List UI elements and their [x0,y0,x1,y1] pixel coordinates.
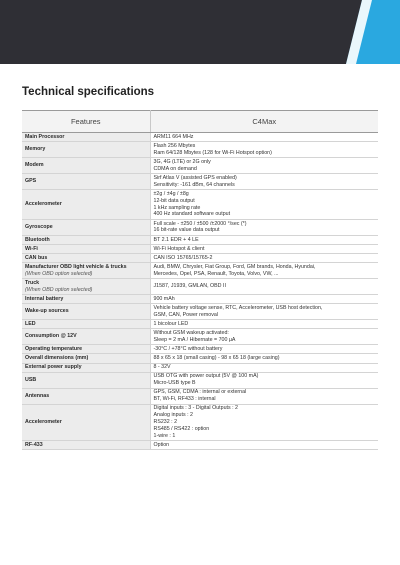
spec-value-cell [150,441,378,450]
spec-row [22,279,378,295]
spec-value-cell [150,219,378,235]
spec-row [22,219,378,235]
spec-value-line: Sensitivity: -161 dBm, 64 channels [153,181,235,188]
spec-value-cell [150,133,378,142]
header-product: C4Max [150,111,378,133]
spec-row [22,388,378,404]
spec-row [22,372,378,388]
spec-value-cell [150,245,378,254]
spec-value-line: Flash 256 Mbytes [153,142,196,149]
spec-feature-cell [22,372,150,388]
spec-value-cell [150,304,378,320]
spec-feature-cell [22,254,150,263]
spec-feature-label: LED [25,320,36,327]
spec-feature-cell [22,235,150,244]
spec-value-line: Sleep = 2 mA / Hibernate = 700 µA [153,336,236,343]
spec-feature-label: Accelerometer [25,419,62,426]
spec-value-line: Full scale - ±250 / ±500 /±2000 °/sec (*) [153,220,247,227]
spec-value-cell [150,295,378,304]
header-features: Features [22,111,150,133]
spec-feature-cell [22,388,150,404]
spec-row [22,235,378,244]
spec-feature-cell [22,245,150,254]
spec-feature-label: CAN bus [25,254,48,261]
spec-row [22,404,378,441]
spec-row [22,320,378,329]
spec-value-line: RS485 / RS422 : option [153,425,210,432]
spec-row [22,295,378,304]
spec-feature-cell [22,363,150,372]
spec-row [22,363,378,372]
spec-feature-label: Manufacturer OBD light vehicle & trucks [25,263,127,270]
spec-value-line: -30°C / +78°C without battery [153,345,223,352]
spec-value-line: Sirf Atlas V (assisted GPS enabled) [153,174,237,181]
spec-feature-cell [22,263,150,279]
spec-table-body [22,133,378,450]
spec-value-line: Analog inputs : 2 [153,412,193,419]
spec-value-cell [150,142,378,158]
spec-row [22,441,378,450]
spec-table-header [22,111,378,133]
spec-feature-cell [22,219,150,235]
spec-feature-cell [22,441,150,450]
spec-value-line: J1587, J1939, GMLAN, OBD II [153,283,226,290]
spec-feature-cell [22,190,150,220]
spec-feature-label: Truck [25,279,40,286]
spec-feature-label: RF-433 [25,441,43,448]
spec-value-cell [150,363,378,372]
spec-value-line: GSM, CAN, Power removal [153,311,218,318]
spec-feature-label: Consumption @ 12V [25,333,77,340]
spec-feature-label: Main Processor [25,133,65,140]
spec-value-cell [150,263,378,279]
spec-value-cell [150,404,378,441]
spec-value-line: Audi, BMW, Chrysler, Fiat Group, Ford, GM brands, Honda, Hyundai, [153,263,316,270]
spec-row [22,174,378,190]
spec-row [22,263,378,279]
spec-value-line: Vehicle battery voltage sense, RTC, Accelerometer, USB host detection, [153,304,323,311]
spec-feature-label: External power supply [25,364,82,371]
spec-feature-cell [22,142,150,158]
spec-feature-label: Accelerometer [25,201,62,208]
spec-feature-label: Overall dimensions (mm) [25,355,89,362]
spec-value-line: 3G, 4G (LTE) or 2G only [153,158,211,165]
spec-row [22,190,378,220]
spec-value-line: ARM11 664 MHz [153,133,194,140]
spec-value-line: Without GSM wakeup activated: [153,329,229,336]
spec-value-cell [150,388,378,404]
spec-feature-cell [22,133,150,142]
spec-feature-note: (When OBD option selected) [25,270,93,277]
spec-feature-label: Memory [25,146,46,153]
spec-value-cell [150,345,378,354]
spec-feature-label: Bluetooth [25,236,50,243]
spec-feature-cell [22,279,150,295]
spec-value-line: 88 x 65 x 18 (small casing) - 98 x 65 18 (large casing) [153,355,280,362]
spec-value-line: 1 bicolour LED [153,320,189,327]
brand-accent-stripe [0,0,400,64]
spec-feature-label: Modem [25,162,44,169]
spec-value-line: 8 - 32V [153,364,171,371]
spec-feature-label: Wake-up sources [25,308,69,315]
spec-value-cell [150,158,378,174]
spec-value-cell [150,174,378,190]
spec-feature-label: GPS [25,178,37,185]
spec-feature-label: Internal battery [25,295,64,302]
spec-value-line: Option [153,441,170,448]
spec-feature-cell [22,354,150,363]
spec-table [22,110,378,450]
spec-feature-cell [22,404,150,441]
spec-row [22,245,378,254]
spec-feature-cell [22,304,150,320]
spec-value-line: Micro-USB type B [153,380,196,387]
spec-feature-cell [22,174,150,190]
spec-value-cell [150,254,378,263]
spec-value-cell [150,320,378,329]
spec-feature-note: (When OBD option selected) [25,286,93,293]
spec-value-line: Ram 64/128 Mbytes (128 for Wi-Fi Hotspot option) [153,149,272,156]
spec-row [22,142,378,158]
spec-row [22,133,378,142]
spec-feature-cell [22,295,150,304]
spec-value-line: GPS, GSM, CDMA : internal or external [153,389,247,396]
spec-value-line: Mercedes, Opel, PSA, Renault, Toyota, Volvo, VW, ... [153,270,279,277]
spec-value-cell [150,190,378,220]
spec-feature-label: Wi-Fi [25,245,38,252]
spec-value-line: USB OTG with power output (5V @ 100 mA) [153,373,259,380]
spec-value-line: ±2g / ±4g / ±8g [153,190,189,197]
spec-value-cell [150,354,378,363]
spec-feature-cell [22,329,150,345]
spec-row [22,158,378,174]
spec-row [22,345,378,354]
spec-value-line: 16 bit-rate value data output [153,227,220,234]
spec-feature-cell [22,345,150,354]
spec-value-cell [150,279,378,295]
spec-row [22,329,378,345]
spec-feature-cell [22,158,150,174]
spec-value-cell [150,329,378,345]
spec-feature-label: Operating temperature [25,345,83,352]
spec-value-cell [150,372,378,388]
spec-feature-label: USB [25,376,37,383]
spec-value-line: 900 mAh [153,295,175,302]
page-title: Technical specifications [22,86,155,98]
spec-value-line: 1 kHz sampling rate [153,204,201,211]
spec-value-line: Digital inputs : 3 - Digital Outputs : 2 [153,405,238,412]
spec-value-cell [150,235,378,244]
spec-value-line: 1-wire : 1 [153,432,176,439]
spec-value-line: 400 Hz standard software output [153,211,231,218]
spec-value-line: Wi-Fi Hotspot & client [153,245,205,252]
spec-value-line: RS232 : 2 [153,419,178,426]
spec-row [22,304,378,320]
spec-value-line: BT 2.1 EDR + 4 LE [153,236,199,243]
spec-feature-label: Antennas [25,392,50,399]
spec-feature-cell [22,320,150,329]
spec-value-line: CDMA on demand [153,165,197,172]
spec-value-line: 12-bit data output [153,197,195,204]
spec-feature-label: Gyroscope [25,223,53,230]
spec-value-line: CAN ISO 15765/15765-2 [153,254,213,261]
spec-row [22,254,378,263]
spec-row [22,354,378,363]
spec-value-line: BT, Wi-Fi, RF433 : internal [153,396,216,403]
